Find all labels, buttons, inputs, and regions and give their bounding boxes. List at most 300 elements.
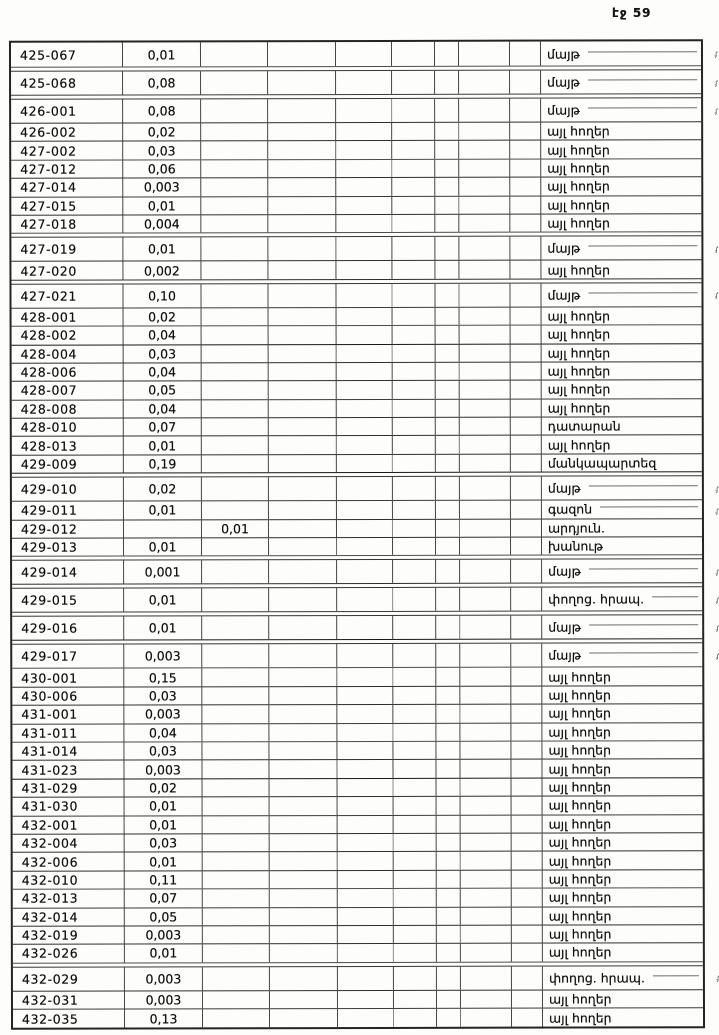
table-row bbox=[12, 587, 719, 613]
cell-area-value: 0,003 bbox=[125, 991, 203, 1009]
cell-empty bbox=[338, 944, 394, 962]
margin-mark: .յ' bbox=[714, 485, 718, 494]
cell-empty bbox=[460, 588, 511, 611]
cell-empty bbox=[436, 326, 460, 343]
cell-empty bbox=[437, 815, 461, 832]
cell-empty bbox=[269, 345, 337, 363]
cell-area-value-2 bbox=[202, 687, 269, 705]
cell-empty bbox=[269, 560, 337, 583]
cell-empty bbox=[511, 307, 542, 324]
cell-empty bbox=[459, 71, 510, 94]
cell-area-value-2 bbox=[203, 871, 270, 889]
cell-empty bbox=[511, 760, 542, 777]
cell-empty bbox=[511, 644, 542, 667]
trailing-line bbox=[588, 245, 697, 247]
table-row bbox=[12, 559, 719, 585]
land-type-label: այլ հողեր bbox=[548, 852, 612, 869]
cell-empty bbox=[437, 907, 461, 924]
cell-land-type bbox=[541, 141, 701, 159]
cell-empty bbox=[268, 160, 336, 178]
cell-empty bbox=[512, 797, 543, 814]
cell-empty bbox=[510, 159, 541, 176]
cell-empty bbox=[511, 399, 542, 416]
land-type-label: այլ հողեր bbox=[547, 215, 610, 231]
table-row bbox=[11, 261, 701, 281]
table-row bbox=[12, 307, 702, 327]
cell-empty bbox=[461, 852, 512, 869]
cell-empty bbox=[337, 326, 393, 344]
cell-area-value: 0,01 bbox=[125, 853, 203, 871]
land-type-label: մայթ bbox=[547, 240, 581, 256]
cell-empty bbox=[512, 778, 543, 795]
cell-area-value-2 bbox=[201, 99, 268, 122]
cell-empty bbox=[511, 454, 542, 471]
table-row bbox=[11, 41, 718, 67]
cell-land-type bbox=[541, 159, 701, 177]
land-type-label: մանկապարտեզ bbox=[547, 455, 657, 471]
cell-empty bbox=[512, 944, 543, 961]
cell-empty bbox=[460, 686, 511, 703]
cell-area-value-2 bbox=[202, 345, 269, 363]
land-type-label: այլ հողեր bbox=[547, 262, 611, 278]
cell-empty bbox=[269, 588, 337, 611]
cell-empty bbox=[269, 705, 337, 723]
cell-empty bbox=[269, 644, 337, 667]
cell-area-value: 0,002 bbox=[123, 262, 201, 280]
table-row bbox=[13, 1008, 703, 1028]
cell-empty bbox=[510, 178, 541, 195]
land-type-label: մայթ bbox=[546, 46, 580, 62]
cell-empty bbox=[337, 616, 393, 639]
cell-area-value: 0,003 bbox=[124, 645, 202, 668]
table-row bbox=[12, 643, 719, 669]
cell-area-value-2 bbox=[202, 437, 269, 455]
cell-area-value-2 bbox=[201, 142, 268, 160]
cell-area-value-2 bbox=[202, 645, 269, 668]
cell-land-type bbox=[542, 588, 702, 611]
cell-parcel-code: 429-015 bbox=[12, 589, 124, 612]
cell-area-value: 0,03 bbox=[124, 742, 202, 760]
cell-empty bbox=[460, 477, 511, 500]
cell-empty bbox=[269, 477, 337, 500]
cell-parcel-code: 429-014 bbox=[12, 561, 124, 584]
cell-area-value-2 bbox=[202, 724, 269, 742]
cell-empty bbox=[393, 436, 436, 453]
cell-parcel-code: 432-031 bbox=[13, 991, 125, 1009]
cell-empty bbox=[393, 687, 436, 704]
land-type-label: այլ հողեր bbox=[547, 160, 610, 176]
cell-empty bbox=[435, 196, 459, 213]
cell-empty bbox=[392, 196, 435, 213]
cell-empty bbox=[459, 141, 510, 158]
cell-land-type bbox=[542, 454, 702, 472]
cell-empty bbox=[338, 815, 394, 833]
cell-empty bbox=[269, 501, 337, 519]
cell-parcel-code: 428-013 bbox=[12, 437, 124, 455]
cell-empty bbox=[435, 123, 459, 140]
table-row bbox=[11, 236, 718, 262]
cell-land-type bbox=[541, 283, 701, 306]
cell-empty bbox=[436, 742, 460, 759]
cell-area-value: 0,04 bbox=[124, 400, 202, 418]
cell-empty bbox=[512, 870, 543, 887]
cell-empty bbox=[461, 944, 512, 961]
land-type-label: մայթ bbox=[547, 287, 581, 303]
cell-empty bbox=[394, 779, 437, 796]
cell-land-type bbox=[543, 990, 703, 1008]
cell-empty bbox=[338, 991, 394, 1009]
cell-area-value-2 bbox=[203, 779, 270, 797]
cell-empty bbox=[510, 141, 541, 158]
land-type-label: այլ հողեր bbox=[547, 326, 611, 342]
cell-empty bbox=[512, 907, 543, 924]
cell-empty bbox=[510, 215, 541, 232]
cell-land-type bbox=[541, 214, 701, 232]
cell-empty bbox=[435, 284, 459, 307]
cell-land-type bbox=[543, 925, 703, 943]
trailing-line bbox=[588, 291, 697, 293]
cell-empty bbox=[269, 724, 337, 742]
cell-empty bbox=[394, 852, 437, 869]
cell-empty bbox=[510, 123, 541, 140]
cell-area-value: 0,04 bbox=[124, 326, 202, 344]
cell-empty bbox=[460, 705, 511, 722]
cell-empty bbox=[392, 160, 435, 177]
cell-empty bbox=[270, 852, 338, 870]
cell-empty bbox=[436, 668, 460, 685]
cell-empty bbox=[511, 344, 542, 361]
cell-area-value: 0,003 bbox=[123, 178, 201, 196]
cell-empty bbox=[512, 990, 543, 1007]
cell-parcel-code: 432-026 bbox=[13, 945, 125, 963]
cell-empty bbox=[436, 399, 460, 416]
cell-empty bbox=[337, 381, 393, 399]
table-row bbox=[13, 944, 703, 964]
cell-empty bbox=[269, 400, 337, 418]
cell-empty bbox=[511, 686, 542, 703]
cell-area-value: 0,07 bbox=[124, 418, 202, 436]
table-row bbox=[12, 741, 702, 761]
cell-empty bbox=[268, 237, 336, 260]
cell-empty bbox=[511, 668, 542, 685]
cell-empty bbox=[436, 455, 460, 472]
cell-empty bbox=[510, 42, 541, 66]
land-type-label: այլ հողեր bbox=[548, 944, 612, 961]
cell-parcel-code: 432-014 bbox=[13, 908, 125, 926]
cell-area-value: 0,10 bbox=[123, 284, 201, 307]
cell-empty bbox=[336, 123, 392, 141]
cell-land-type bbox=[542, 399, 702, 417]
table-row bbox=[12, 537, 702, 557]
cell-land-type bbox=[542, 741, 702, 759]
cell-empty bbox=[337, 501, 393, 519]
cell-area-value-2 bbox=[202, 501, 269, 519]
land-type-label: այլ հողեր bbox=[547, 400, 611, 416]
cell-empty bbox=[437, 871, 461, 888]
table-row bbox=[13, 925, 703, 945]
cell-parcel-code: 427-019 bbox=[11, 238, 123, 261]
cell-area-value: 0,07 bbox=[125, 889, 203, 907]
cell-land-type bbox=[542, 477, 702, 500]
cell-empty bbox=[459, 196, 510, 213]
cell-parcel-code: 429-009 bbox=[12, 455, 124, 473]
cell-empty bbox=[512, 966, 543, 989]
cell-empty bbox=[512, 889, 543, 906]
land-type-label: այլ հողեր bbox=[547, 308, 611, 324]
cell-empty bbox=[392, 141, 435, 158]
cell-land-type bbox=[542, 760, 702, 778]
cell-empty bbox=[510, 283, 541, 306]
cell-land-type bbox=[542, 417, 702, 435]
cell-area-value: 0,003 bbox=[124, 761, 202, 779]
cell-empty bbox=[393, 344, 436, 361]
table-row bbox=[12, 704, 702, 724]
cell-empty bbox=[392, 71, 435, 94]
cell-land-type bbox=[541, 70, 701, 93]
cell-area-value: 0,02 bbox=[124, 478, 202, 501]
margin-mark: .յ' bbox=[715, 974, 719, 983]
cell-empty bbox=[394, 926, 437, 943]
cell-empty bbox=[338, 967, 394, 990]
cell-empty bbox=[270, 834, 338, 852]
cell-parcel-code: 432-029 bbox=[13, 967, 125, 990]
cell-area-value: 0,01 bbox=[124, 617, 202, 640]
cell-empty bbox=[510, 99, 541, 122]
cell-land-type bbox=[543, 833, 703, 851]
table-row bbox=[13, 870, 703, 890]
cell-area-value-2 bbox=[201, 178, 268, 196]
cell-empty bbox=[435, 71, 459, 94]
cell-empty bbox=[392, 42, 435, 66]
cell-empty bbox=[394, 815, 437, 832]
cell-empty bbox=[461, 889, 512, 906]
cell-land-type bbox=[542, 344, 702, 362]
cell-empty bbox=[269, 381, 337, 399]
cell-parcel-code: 432-019 bbox=[13, 926, 125, 944]
trailing-line bbox=[600, 506, 698, 508]
cell-empty bbox=[269, 520, 337, 538]
cell-empty bbox=[437, 852, 461, 869]
cell-empty bbox=[336, 71, 392, 94]
cell-empty bbox=[392, 215, 435, 232]
table-row bbox=[12, 325, 702, 345]
cell-empty bbox=[510, 196, 541, 213]
land-type-label: այլ հողեր bbox=[548, 926, 612, 942]
cell-empty bbox=[512, 834, 543, 851]
cell-parcel-code: 427-020 bbox=[11, 262, 123, 280]
cell-land-type bbox=[541, 122, 701, 140]
table-row bbox=[13, 888, 703, 908]
cell-empty bbox=[435, 42, 459, 66]
cell-empty bbox=[393, 501, 436, 518]
cell-empty bbox=[461, 870, 512, 887]
cell-parcel-code: 428-010 bbox=[12, 419, 124, 437]
cell-area-value: 0,03 bbox=[124, 345, 202, 363]
table-row bbox=[13, 965, 719, 991]
cell-empty bbox=[270, 779, 338, 797]
cell-empty bbox=[268, 123, 336, 141]
cell-empty bbox=[269, 668, 337, 686]
cell-empty bbox=[338, 871, 394, 889]
cell-empty bbox=[512, 815, 543, 832]
margin-mark: .յ' bbox=[714, 106, 718, 115]
cell-area-value-2 bbox=[202, 742, 269, 760]
cell-empty bbox=[460, 760, 511, 777]
cell-empty bbox=[511, 588, 542, 611]
cell-empty bbox=[437, 1009, 461, 1027]
cell-land-type bbox=[541, 261, 701, 279]
cell-area-value-2 bbox=[201, 123, 268, 141]
cell-area-value: 0,01 bbox=[124, 437, 202, 455]
cell-empty bbox=[512, 926, 543, 943]
cell-empty bbox=[269, 308, 337, 326]
table-row bbox=[11, 97, 718, 123]
land-type-label: այլ հողեր bbox=[547, 381, 611, 398]
cell-empty bbox=[459, 283, 510, 306]
cell-empty bbox=[336, 261, 392, 279]
cell-area-value: 0,04 bbox=[124, 363, 202, 381]
cell-empty bbox=[269, 687, 337, 705]
cell-empty bbox=[459, 159, 510, 176]
cell-empty bbox=[393, 560, 436, 583]
cell-area-value: 0,02 bbox=[125, 779, 203, 797]
cell-empty bbox=[436, 560, 460, 583]
cell-empty bbox=[268, 178, 336, 196]
cell-empty bbox=[337, 363, 393, 381]
table-row bbox=[12, 344, 702, 364]
trailing-line bbox=[653, 974, 699, 976]
cell-land-type bbox=[542, 381, 702, 399]
cell-empty bbox=[461, 990, 512, 1007]
cell-empty bbox=[338, 834, 394, 852]
table-row bbox=[13, 796, 703, 816]
trailing-line bbox=[652, 596, 698, 598]
cell-empty bbox=[393, 400, 436, 417]
cell-area-value: 0,13 bbox=[125, 1009, 203, 1028]
cell-parcel-code: 428-001 bbox=[12, 308, 124, 326]
cell-empty bbox=[461, 907, 512, 924]
cell-empty bbox=[511, 326, 542, 343]
trailing-line bbox=[588, 106, 697, 108]
cell-empty bbox=[436, 418, 460, 435]
cell-parcel-code: 427-014 bbox=[11, 179, 123, 197]
cell-area-value: 0,001 bbox=[124, 561, 202, 584]
cell-area-value-2 bbox=[203, 834, 270, 852]
cell-area-value: 0,08 bbox=[123, 99, 201, 122]
cell-land-type bbox=[542, 307, 702, 325]
cell-empty bbox=[337, 742, 393, 760]
cell-area-value: 0,02 bbox=[124, 308, 202, 326]
cell-area-value: 0,03 bbox=[125, 834, 203, 852]
cell-empty bbox=[436, 501, 460, 518]
cell-area-value-2 bbox=[201, 71, 268, 94]
cell-empty bbox=[336, 284, 392, 307]
cell-empty bbox=[436, 760, 460, 777]
page-number: էջ 59 bbox=[612, 6, 652, 20]
margin-mark: .յ' bbox=[714, 245, 718, 254]
cell-empty bbox=[459, 261, 510, 278]
cell-area-value: 0,01 bbox=[123, 238, 201, 261]
trailing-line bbox=[588, 78, 697, 80]
table-row bbox=[12, 686, 702, 706]
margin-mark: .յ' bbox=[715, 596, 719, 605]
cell-land-type bbox=[543, 944, 703, 962]
cell-parcel-code: 427-018 bbox=[11, 215, 123, 233]
cell-empty bbox=[436, 538, 460, 555]
cell-empty bbox=[510, 261, 541, 278]
cell-empty bbox=[336, 99, 392, 122]
cell-empty bbox=[460, 723, 511, 740]
cell-area-value-2 bbox=[203, 853, 270, 871]
cell-parcel-code: 431-001 bbox=[12, 706, 124, 724]
cell-empty bbox=[459, 178, 510, 195]
cell-empty bbox=[511, 560, 542, 583]
cell-parcel-code: 430-001 bbox=[12, 669, 124, 687]
cell-empty bbox=[338, 926, 394, 944]
cell-land-type bbox=[542, 668, 702, 686]
table-row bbox=[13, 833, 703, 853]
cell-empty bbox=[270, 1009, 338, 1028]
cell-parcel-code: 430-006 bbox=[12, 687, 124, 705]
cell-empty bbox=[460, 560, 511, 583]
cell-empty bbox=[461, 797, 512, 814]
cell-area-value-2: 0,01 bbox=[202, 520, 269, 538]
cell-empty bbox=[511, 363, 542, 380]
cell-area-value-2 bbox=[203, 908, 270, 926]
land-type-label: մայթ bbox=[548, 563, 581, 580]
cell-empty bbox=[511, 501, 542, 518]
cell-empty bbox=[393, 381, 436, 398]
cell-empty bbox=[336, 196, 392, 214]
cell-land-type bbox=[541, 177, 701, 195]
cell-area-value-2 bbox=[203, 926, 270, 944]
cell-empty bbox=[436, 477, 460, 500]
land-type-label: այլ հողեր bbox=[547, 142, 610, 158]
land-type-label: արդյուն. bbox=[547, 520, 606, 536]
land-type-label: այլ հողեր bbox=[547, 197, 610, 213]
table-row bbox=[11, 159, 701, 179]
cell-empty bbox=[436, 616, 460, 639]
cell-parcel-code: 429-017 bbox=[12, 645, 124, 668]
cell-area-value: 0,05 bbox=[125, 908, 203, 926]
cell-empty bbox=[338, 907, 394, 925]
cell-parcel-code: 429-012 bbox=[12, 520, 124, 538]
table-row bbox=[11, 122, 701, 142]
cell-area-value-2 bbox=[201, 238, 268, 261]
land-type-label: մայթ bbox=[547, 480, 581, 496]
cell-empty bbox=[460, 307, 511, 324]
margin-mark: .յ' bbox=[715, 624, 719, 633]
land-registry-table bbox=[9, 39, 719, 1030]
cell-empty bbox=[336, 215, 392, 233]
cell-empty bbox=[460, 616, 511, 639]
cell-empty bbox=[394, 889, 437, 906]
land-type-label: այլ հողեր bbox=[548, 724, 611, 740]
cell-land-type bbox=[541, 98, 701, 121]
cell-empty bbox=[435, 160, 459, 177]
cell-area-value-2 bbox=[201, 215, 268, 233]
cell-land-type bbox=[543, 852, 703, 870]
cell-area-value-2 bbox=[203, 816, 270, 834]
cell-empty bbox=[393, 668, 436, 685]
cell-empty bbox=[268, 42, 336, 66]
cell-area-value-2 bbox=[203, 1009, 270, 1028]
cell-area-value: 0,08 bbox=[123, 71, 201, 94]
cell-parcel-code: 429-013 bbox=[12, 539, 124, 557]
cell-empty bbox=[393, 363, 436, 380]
table-row bbox=[12, 668, 702, 688]
land-type-label: այլ հողեր bbox=[547, 178, 610, 194]
